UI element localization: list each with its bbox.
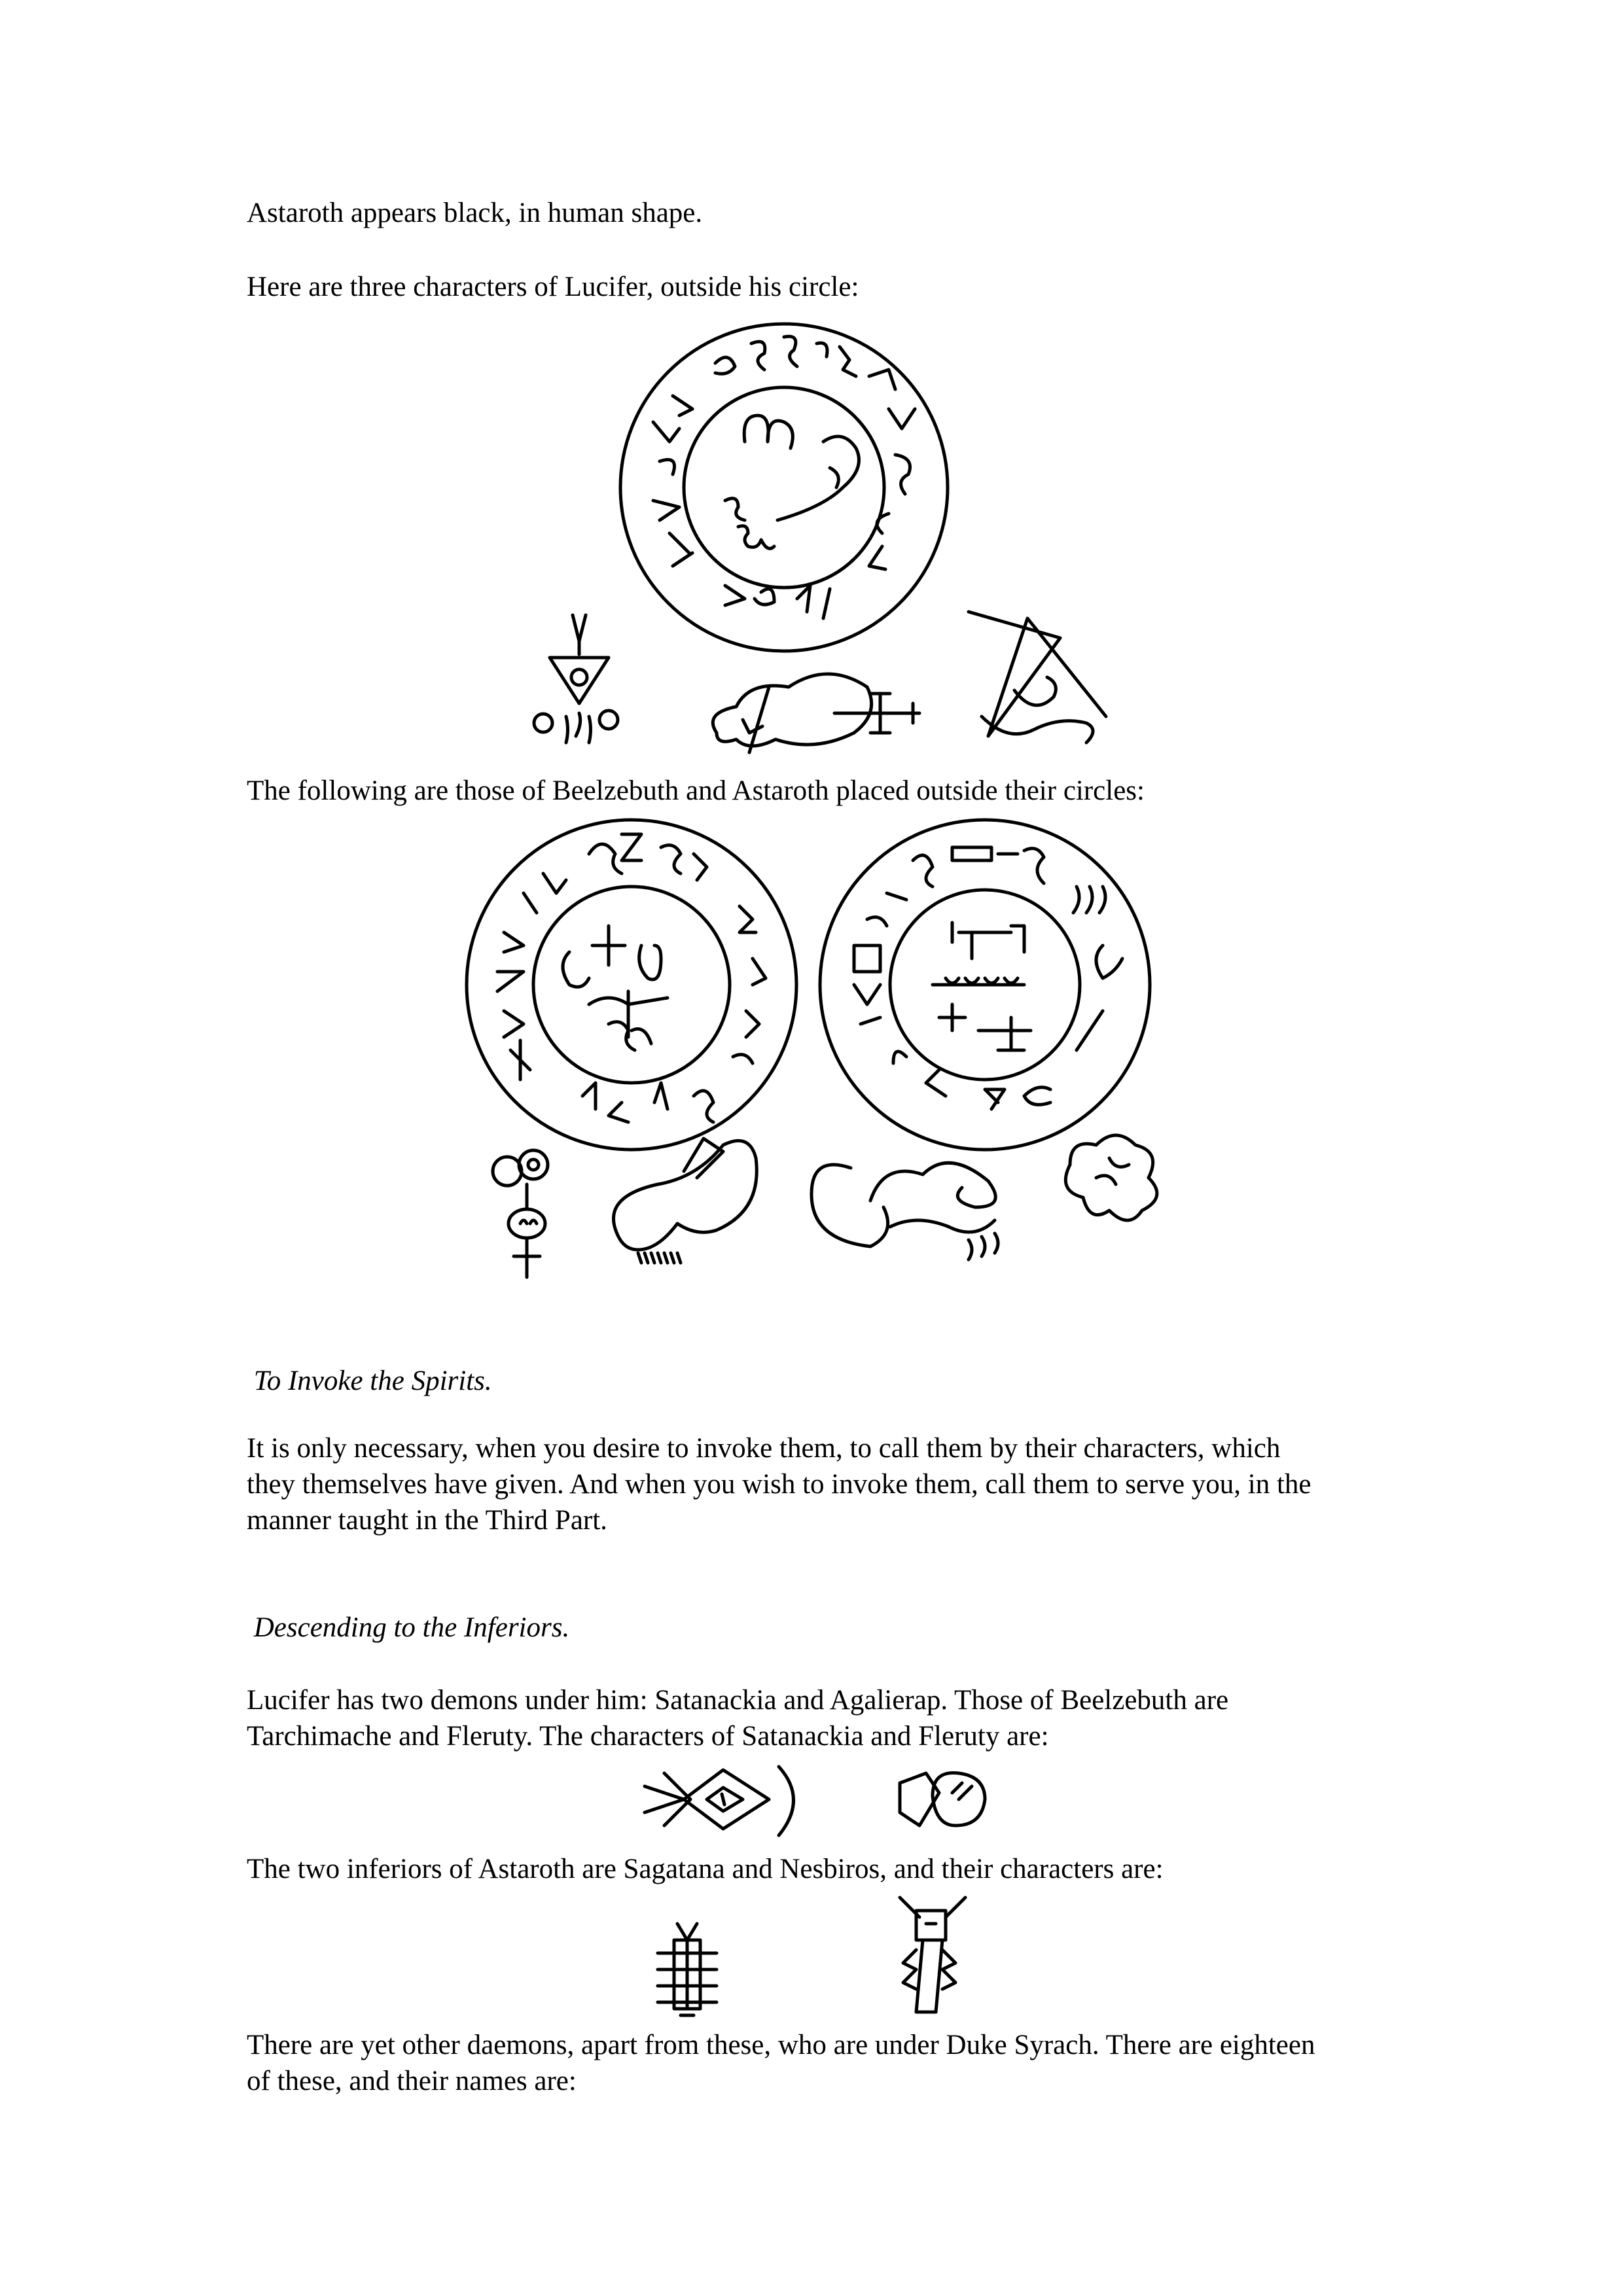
- beelzebuth-character-figure: [484, 1132, 563, 1282]
- nesbiros-character: [887, 1891, 978, 2015]
- invoke-paragraph-line-1: It is only necessary, when you desire to invoke them, to call them by their characters, which: [247, 1433, 1281, 1464]
- descending-paragraph-line-1: Lucifer has two demons under him: Satanackia and Agalierap. Those of Beelzebuth are: [247, 1685, 1229, 1716]
- lucifer-outer-ring: [620, 324, 948, 651]
- lucifer-inner-ring: [684, 387, 884, 588]
- beelzebuth-character-leaf: [605, 1132, 762, 1269]
- heading-descending-inferiors: Descending to the Inferiors.: [253, 1612, 570, 1643]
- invoke-paragraph-line-2: they themselves have given. And when you wish to invoke them, call them to serve you, in the: [247, 1469, 1311, 1500]
- lucifer-character-cloud-cross: [704, 667, 926, 759]
- sagatana-character: [651, 1920, 723, 2019]
- lucifer-seal-drawing: [614, 317, 954, 658]
- text-line-lucifer-intro: Here are three characters of Lucifer, outside his circle:: [247, 272, 859, 302]
- final-paragraph-line-2: of these, and their names are:: [247, 2066, 577, 2096]
- lucifer-seal-figure: [614, 317, 954, 658]
- fleruty-character: [897, 1770, 988, 1829]
- satanackia-character: [638, 1760, 815, 1839]
- astaroth-character-cloud-scroll: [805, 1142, 1021, 1266]
- text-line-astaroth: Astaroth appears black, in human shape.: [247, 198, 703, 228]
- text-line-astaroth-inferiors: The two inferiors of Astaroth are Sagatana and Nesbiros, and their characters are:: [247, 1854, 1164, 1884]
- beelzebuth-seal-figure: [458, 815, 805, 1155]
- invoke-paragraph-line-3: manner taught in the Third Part.: [247, 1505, 607, 1536]
- lucifer-character-triangle: [524, 612, 635, 749]
- final-paragraph-line-1: There are yet other daemons, apart from these, who are under Duke Syrach. There are eighteen: [247, 2030, 1315, 2060]
- text-line-beelzebuth-astaroth-intro: The following are those of Beelzebuth and Astaroth placed outside their circles:: [247, 775, 1145, 806]
- astaroth-character-cloud: [1057, 1132, 1162, 1230]
- lucifer-character-star: [962, 605, 1113, 749]
- astaroth-seal-figure: [815, 815, 1155, 1155]
- astaroth-seal-drawing: [815, 815, 1155, 1155]
- beelzebuth-seal-drawing: [458, 815, 805, 1155]
- heading-invoke-spirits: To Invoke the Spirits.: [253, 1366, 492, 1396]
- descending-paragraph-line-2: Tarchimache and Fleruty. The characters of Satanackia and Fleruty are:: [247, 1721, 1049, 1752]
